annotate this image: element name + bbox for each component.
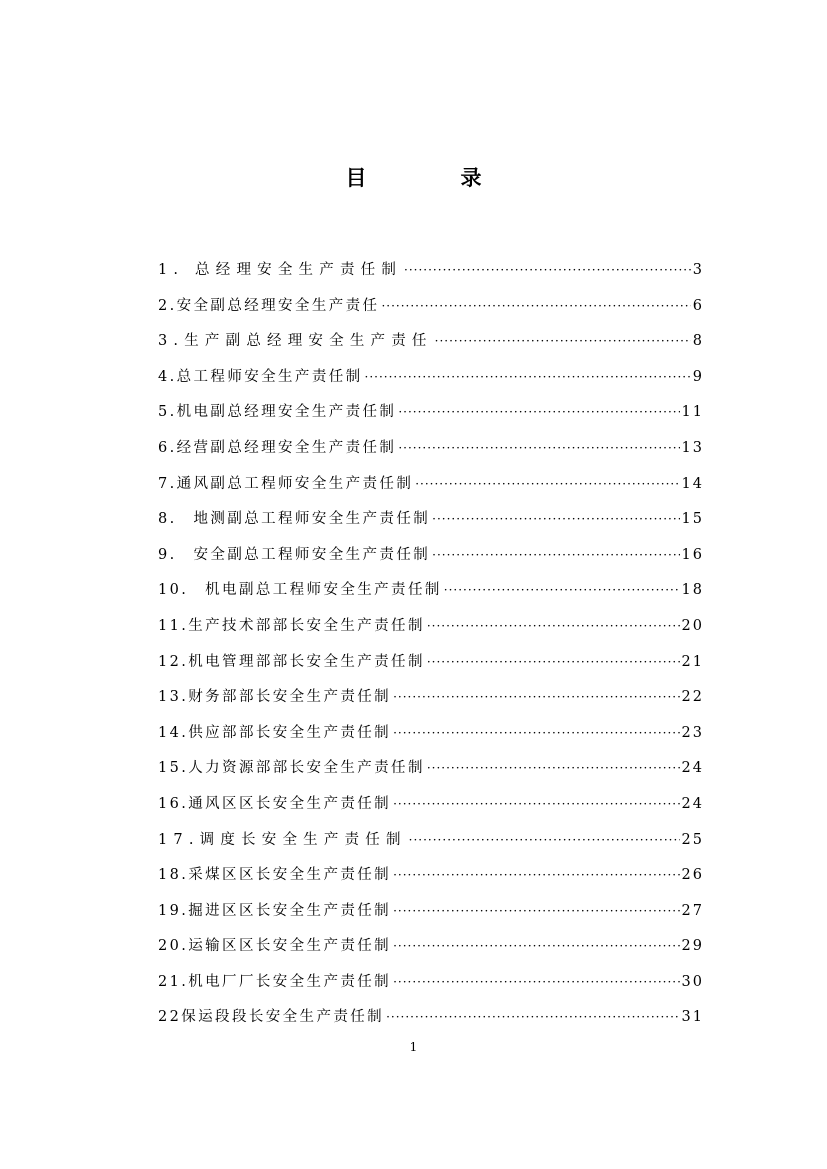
toc-entry[interactable] — [158, 578, 704, 614]
toc-dot-leader — [393, 797, 679, 811]
toc-entry[interactable] — [158, 436, 704, 472]
toc-entry-label: 11.生产技术部部长安全生产责任制 — [158, 617, 425, 634]
title-char-2: 录 — [460, 166, 482, 190]
toc-dot-leader — [393, 904, 679, 918]
toc-entry-page: 24 — [681, 795, 704, 812]
toc-entry-label: 7.通风副总工程师安全生产责任制 — [158, 475, 414, 492]
toc-entry-page: 24 — [681, 760, 704, 777]
toc-dot-leader — [386, 1010, 679, 1024]
toc-entry-label: 3.生产副总经理安全生产责任 — [158, 333, 433, 350]
toc-dot-leader — [435, 334, 691, 348]
toc-entry-page: 15 — [681, 511, 704, 528]
toc-entry-page: 30 — [681, 973, 704, 990]
toc-entry-label: 18.采煤区区长安全生产责任制 — [158, 867, 392, 884]
toc-entry[interactable] — [158, 294, 704, 330]
toc-entry-label: 13.财务部部长安全生产责任制 — [158, 689, 392, 706]
toc-entry-label: 9. 安全副总工程师安全生产责任制 — [158, 546, 431, 563]
toc-entry[interactable] — [158, 1005, 704, 1041]
toc-entry-label: 17.调度长安全生产责任制 — [158, 831, 407, 848]
toc-entry-page: 8 — [692, 333, 704, 350]
toc-dot-leader — [427, 619, 680, 633]
toc-entry-page: 16 — [681, 546, 704, 563]
toc-entry[interactable] — [158, 899, 704, 935]
toc-entry-page: 26 — [681, 867, 704, 884]
toc-entry-label: 10. 机电副总工程师安全生产责任制 — [158, 582, 442, 599]
toc-entry-label: 20.运输区区长安全生产责任制 — [158, 938, 392, 955]
toc-dot-leader — [393, 726, 679, 740]
toc-dot-leader — [393, 939, 679, 953]
toc-dot-leader — [404, 263, 691, 277]
toc-entry[interactable] — [158, 970, 704, 1006]
toc-entry[interactable] — [158, 329, 704, 365]
toc-entry-page: 29 — [681, 938, 704, 955]
toc-entry[interactable] — [158, 507, 704, 543]
title-char-1: 目 — [345, 166, 367, 190]
toc-dot-leader — [432, 512, 679, 526]
toc-entry[interactable] — [158, 365, 704, 401]
toc-dot-leader — [409, 833, 680, 847]
toc-entry-page: 25 — [681, 831, 704, 848]
toc-entry-page: 21 — [681, 653, 704, 670]
toc-dot-leader — [427, 655, 680, 669]
toc-entry[interactable] — [158, 685, 704, 721]
toc-entry-page: 14 — [681, 475, 704, 492]
toc-entry-label: 2.安全副总经理安全生产责任 — [158, 297, 380, 314]
toc-dot-leader — [393, 690, 679, 704]
toc-entry-label: 4.总工程师安全生产责任制 — [158, 368, 363, 385]
toc-entry-label: 1. 总经理安全生产责任制 — [158, 262, 403, 278]
toc-entry-label: 8. 地测副总工程师安全生产责任制 — [158, 511, 431, 528]
page-title — [0, 162, 827, 192]
toc-entry[interactable] — [158, 650, 704, 686]
toc-dot-leader — [398, 405, 679, 419]
toc-entry[interactable] — [158, 258, 704, 294]
toc-dot-leader — [415, 477, 679, 491]
toc-dot-leader — [398, 441, 679, 455]
toc-entry-label: 19.掘进区区长安全生产责任制 — [158, 902, 392, 919]
toc-entry[interactable] — [158, 756, 704, 792]
page-number: 1 — [409, 1040, 418, 1054]
toc-entry-page: 23 — [681, 724, 704, 741]
toc-entry-page: 9 — [692, 368, 704, 385]
toc-dot-leader — [432, 548, 679, 562]
toc-entry-label: 6.经营副总经理安全生产责任制 — [158, 439, 397, 456]
toc-entry-page: 13 — [681, 439, 704, 456]
toc-entry[interactable] — [158, 400, 704, 436]
toc-entry-page: 20 — [681, 617, 704, 634]
toc-dot-leader — [427, 761, 680, 775]
toc-dot-leader — [381, 299, 690, 313]
table-of-contents — [158, 258, 704, 1041]
toc-dot-leader — [393, 975, 679, 989]
toc-entry[interactable] — [158, 863, 704, 899]
toc-entry-label: 14.供应部部长安全生产责任制 — [158, 724, 392, 741]
toc-entry-label: 12.机电管理部部长安全生产责任制 — [158, 653, 425, 670]
toc-entry-page: 11 — [681, 404, 704, 421]
toc-entry[interactable] — [158, 828, 704, 864]
toc-entry[interactable] — [158, 543, 704, 579]
toc-dot-leader — [365, 370, 691, 384]
toc-dot-leader — [393, 868, 679, 882]
toc-entry-label: 16.通风区区长安全生产责任制 — [158, 795, 392, 812]
toc-entry[interactable] — [158, 934, 704, 970]
toc-entry-page: 18 — [681, 582, 704, 599]
toc-entry[interactable] — [158, 472, 704, 508]
toc-entry[interactable] — [158, 614, 704, 650]
toc-entry[interactable] — [158, 721, 704, 757]
toc-entry-page: 6 — [692, 297, 704, 314]
toc-entry-label: 21.机电厂厂长安全生产责任制 — [158, 973, 392, 990]
toc-entry-label: 15.人力资源部部长安全生产责任制 — [158, 760, 425, 777]
toc-entry-page: 31 — [681, 1009, 704, 1026]
toc-entry[interactable] — [158, 792, 704, 828]
toc-entry-label: 22保运段段长安全生产责任制 — [158, 1009, 385, 1026]
toc-entry-page: 27 — [681, 902, 704, 919]
toc-entry-page: 22 — [681, 689, 704, 706]
toc-entry-label: 5.机电副总经理安全生产责任制 — [158, 404, 397, 421]
toc-dot-leader — [444, 583, 680, 597]
toc-entry-page: 3 — [692, 262, 704, 278]
